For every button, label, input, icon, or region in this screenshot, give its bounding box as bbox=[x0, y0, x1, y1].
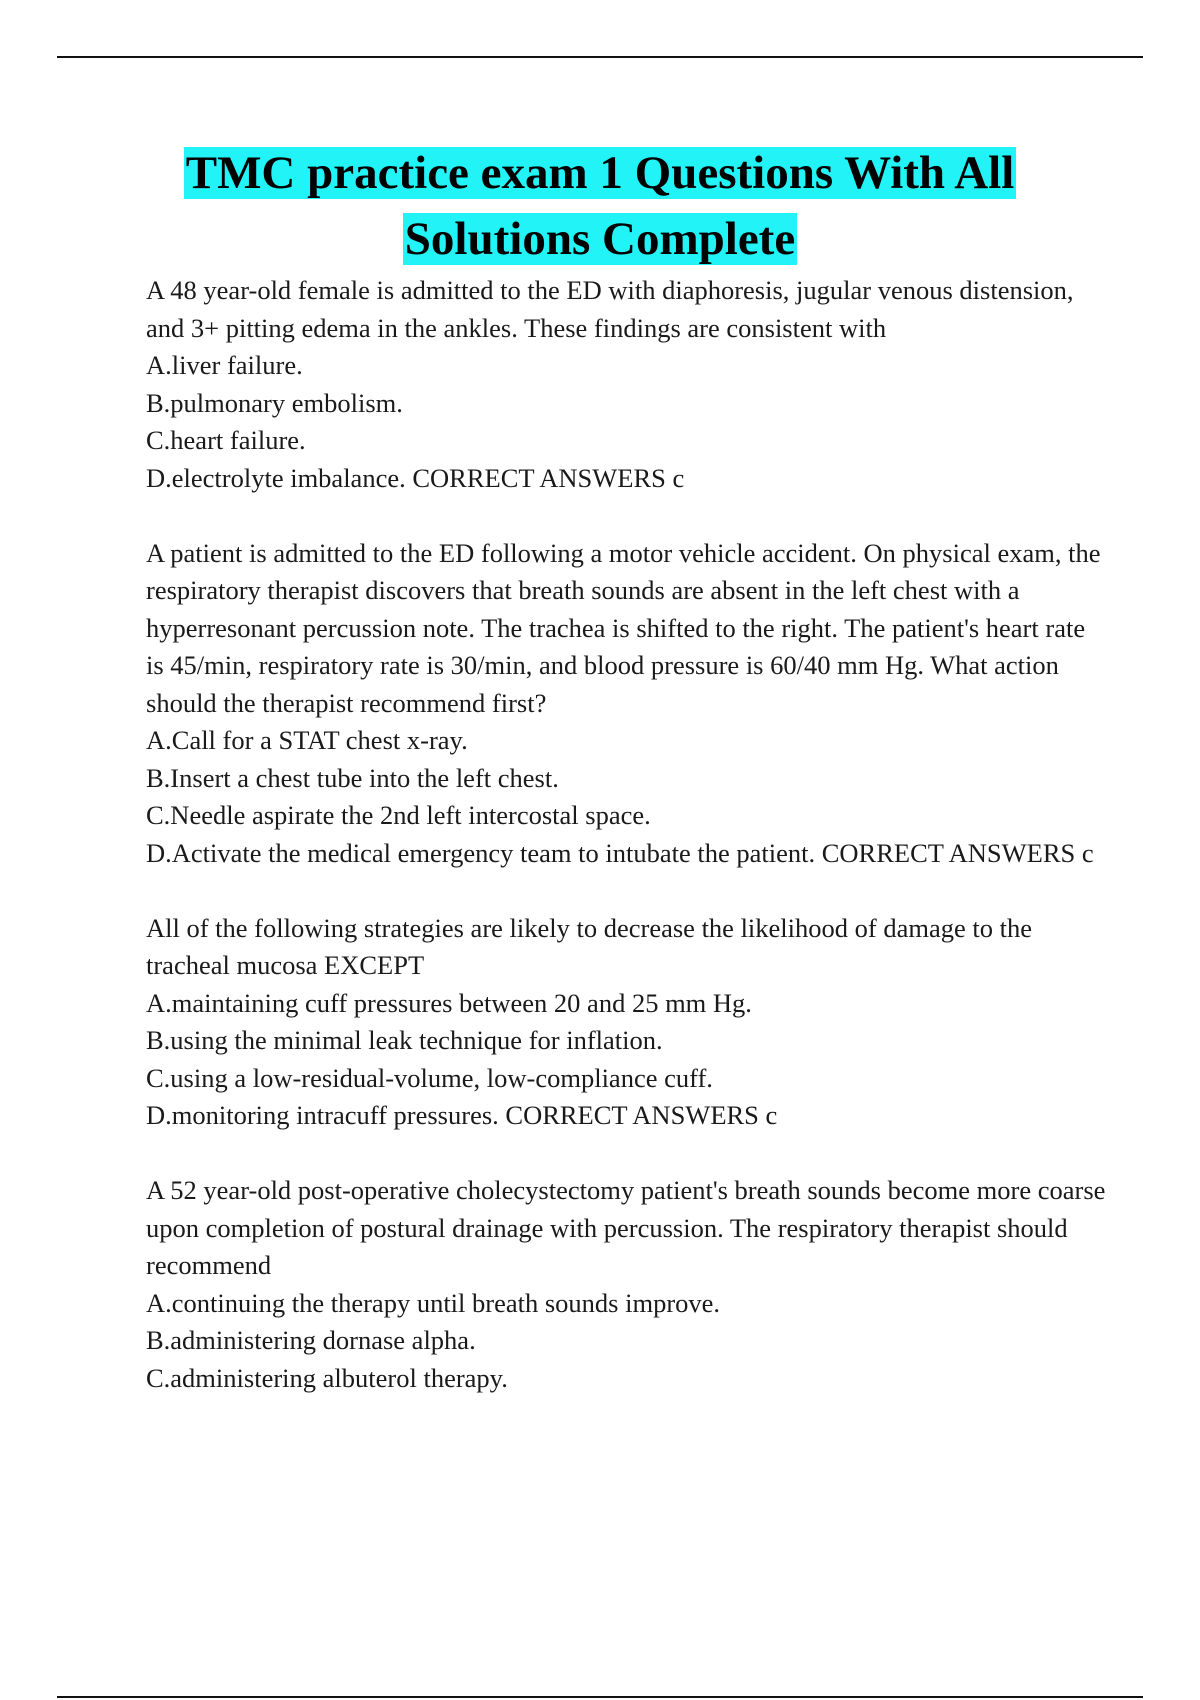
question-stem: A 52 year-old post-operative cholecystectomy patient's breath sounds become more coarse upon completion of postural drainage with percussion. The respiratory therapist should recommend bbox=[146, 1175, 1106, 1280]
answer-option-c: C.heart failure. bbox=[146, 425, 306, 455]
answer-option-b: B.using the minimal leak technique for inflation. bbox=[146, 1025, 663, 1055]
answer-option-b: B.Insert a chest tube into the left chest. bbox=[146, 762, 559, 793]
question-stem: A patient is admitted to the ED following a motor vehicle accident. On physical exam, the respiratory therapist discovers that breath sounds are absent in the left chest with a hyperresonant percussion note. The trachea is shifted to the right. The patient's heart rate is 45/min, respiratory rate is 30/min, and blood pressure is 60/40 mm Hg. What action should the therapist recommend first? bbox=[146, 537, 1101, 718]
answer-option-a: A.maintaining cuff pressures between 20 and 25 mm Hg. bbox=[146, 987, 752, 1018]
question-2 bbox=[146, 535, 1106, 873]
title-line-2 bbox=[0, 206, 1200, 272]
question-stem: A 48 year-old female is admitted to the ED with diaphoresis, jugular venous distension, and 3+ pitting edema in the ankles. These findings are consistent with bbox=[146, 275, 1074, 343]
title-line-1 bbox=[0, 140, 1200, 206]
answer-option-c: C.Needle aspirate the 2nd left intercostal space. bbox=[146, 800, 651, 830]
title-highlight-2: Solutions Complete bbox=[404, 213, 796, 265]
answer-option-a: A.continuing the therapy until breath sounds improve. bbox=[146, 1287, 721, 1318]
question-3 bbox=[146, 910, 1106, 1135]
answer-option-d: D.electrolyte imbalance. CORRECT ANSWERS c bbox=[146, 462, 685, 493]
question-list bbox=[146, 272, 1106, 1435]
answer-option-d: D.Activate the medical emergency team to intubate the patient. CORRECT ANSWERS c bbox=[146, 837, 1094, 868]
answer-option-d: D.monitoring intracuff pressures. CORRECT ANSWERS c bbox=[146, 1100, 778, 1130]
answer-option-c: C.administering albuterol therapy. bbox=[146, 1362, 508, 1393]
title-highlight-1: TMC practice exam 1 Questions With All bbox=[185, 147, 1015, 199]
document-title bbox=[0, 140, 1200, 272]
bottom-rule bbox=[57, 1696, 1143, 1698]
answer-option-a: A.Call for a STAT chest x-ray. bbox=[146, 725, 468, 755]
top-rule bbox=[57, 56, 1143, 58]
question-stem: All of the following strategies are likely to decrease the likelihood of damage to the tracheal mucosa EXCEPT bbox=[146, 912, 1032, 980]
answer-option-b: B.pulmonary embolism. bbox=[146, 387, 403, 418]
answer-option-c: C.using a low-residual-volume, low-compliance cuff. bbox=[146, 1062, 713, 1093]
answer-option-a: A.liver failure. bbox=[146, 350, 303, 380]
question-1 bbox=[146, 272, 1106, 497]
question-4 bbox=[146, 1172, 1106, 1397]
answer-option-b: B.administering dornase alpha. bbox=[146, 1325, 476, 1355]
